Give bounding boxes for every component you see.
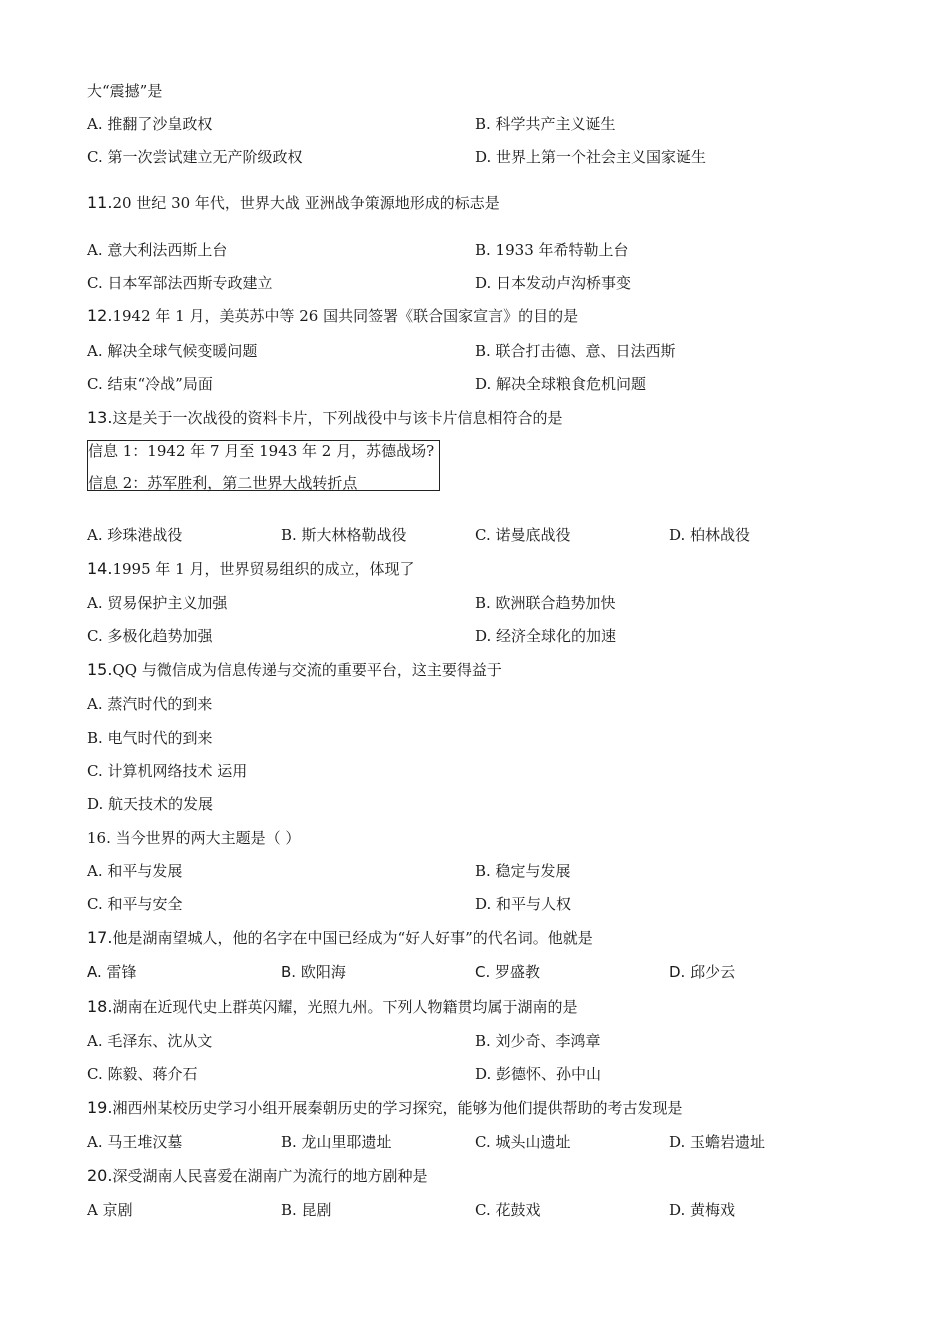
q17-option-b[interactable]: B. 欧阳海: [281, 963, 346, 981]
q11-option-a[interactable]: A. 意大利法西斯上台: [87, 241, 228, 259]
q20-option-a[interactable]: A 京剧: [87, 1201, 133, 1219]
q17-number: 17.: [87, 928, 113, 947]
q19-option-b[interactable]: B. 龙山里耶遗址: [281, 1133, 392, 1151]
q12-option-b[interactable]: B. 联合打击德、意、日法西斯: [475, 342, 676, 360]
q19-text: 湘西州某校历史学习小组开展秦朝历史的学习探究，能够为他们提供帮助的考古发现是: [112, 1099, 683, 1117]
q20-option-c[interactable]: C. 花鼓戏: [475, 1201, 541, 1219]
q13-text: 这是关于一次战役的资料卡片，下列战役中与该卡片信息相符合的是: [112, 409, 563, 427]
q17-option-d[interactable]: D. 邱少云: [669, 963, 736, 981]
q18-option-c[interactable]: C. 陈毅、蒋介石: [87, 1065, 198, 1083]
q14-text: 1995 年 1 月，世界贸易组织的成立，体现了: [112, 560, 415, 578]
q13-option-a[interactable]: A. 珍珠港战役: [87, 526, 183, 544]
q14-option-b[interactable]: B. 欧洲联合趋势加快: [475, 594, 616, 612]
info-card-line-2: 信息 2：苏军胜利，第二世界大战转折点: [88, 474, 358, 492]
q11-option-c[interactable]: C. 日本军部法西斯专政建立: [87, 274, 273, 292]
q10-option-d[interactable]: D. 世界上第一个社会主义国家诞生: [475, 148, 707, 166]
q15-text: QQ 与微信成为信息传递与交流的重要平台，这主要得益于: [112, 661, 502, 679]
q11-option-d[interactable]: D. 日本发动卢沟桥事变: [475, 274, 632, 292]
q13-option-b[interactable]: B. 斯大林格勒战役: [281, 526, 407, 544]
q16-option-a[interactable]: A. 和平与发展: [87, 862, 183, 880]
q14-option-d[interactable]: D. 经济全球化的加速: [475, 627, 617, 645]
q12-number: 12.: [87, 306, 113, 325]
q20-number: 20.: [87, 1166, 113, 1185]
q10-stem-tail: 大“震撼”是: [87, 82, 163, 100]
q10-option-b[interactable]: B. 科学共产主义诞生: [475, 115, 616, 133]
q17-text: 他是湖南望城人，他的名字在中国已经成为“好人好事”的代名词。他就是: [112, 929, 593, 947]
q15-option-c[interactable]: C. 计算机网络技术 运用: [87, 762, 248, 780]
q16-number: 16.: [87, 829, 111, 847]
q12-text: 1942 年 1 月，美英苏中等 26 国共同签署《联合国家宣言》的目的是: [112, 307, 579, 325]
q20-option-b[interactable]: B. 昆剧: [281, 1201, 332, 1219]
q12-option-c[interactable]: C. 结束“冷战”局面: [87, 375, 213, 393]
q11-option-b[interactable]: B. 1933 年希特勒上台: [475, 241, 629, 259]
q20-stem: [87, 1166, 427, 1186]
q14-number: 14.: [87, 559, 113, 578]
q16-stem: [87, 828, 300, 848]
info-card: [87, 440, 440, 491]
q19-option-a[interactable]: A. 马王堆汉墓: [87, 1133, 183, 1151]
q20-option-d[interactable]: D. 黄梅戏: [669, 1201, 736, 1219]
q16-text: 当今世界的两大主题是（ ）: [110, 829, 301, 847]
q10-option-a[interactable]: A. 推翻了沙皇政权: [87, 115, 213, 133]
q14-option-c[interactable]: C. 多极化趋势加强: [87, 627, 213, 645]
q10-option-c[interactable]: C. 第一次尝试建立无产阶级政权: [87, 148, 303, 166]
q19-number: 19.: [87, 1098, 113, 1117]
q18-option-b[interactable]: B. 刘少奇、李鸿章: [475, 1032, 601, 1050]
q11-stem: [87, 193, 500, 213]
q16-option-b[interactable]: B. 稳定与发展: [475, 862, 571, 880]
q12-option-d[interactable]: D. 解决全球粮食危机问题: [475, 375, 647, 393]
q18-text: 湖南在近现代史上群英闪耀，光照九州。下列人物籍贯均属于湖南的是: [112, 998, 578, 1016]
q17-option-c[interactable]: C. 罗盛教: [475, 963, 541, 981]
q13-option-c[interactable]: C. 诺曼底战役: [475, 526, 571, 544]
q11-text: 20 世纪 30 年代，世界大战 亚洲战争策源地形成的标志是: [112, 194, 500, 212]
q15-option-b[interactable]: B. 电气时代的到来: [87, 729, 213, 747]
q15-option-a[interactable]: A. 蒸汽时代的到来: [87, 695, 213, 713]
q19-option-c[interactable]: C. 城头山遗址: [475, 1133, 571, 1151]
q18-number: 18.: [87, 997, 113, 1016]
q12-option-a[interactable]: A. 解决全球气候变暖问题: [87, 342, 258, 360]
q14-stem: [87, 559, 414, 579]
q15-option-d[interactable]: D. 航天技术的发展: [87, 795, 214, 813]
q13-option-d[interactable]: D. 柏林战役: [669, 526, 751, 544]
q18-option-d[interactable]: D. 彭德怀、孙中山: [475, 1065, 602, 1083]
q18-stem: [87, 997, 577, 1017]
q19-stem: [87, 1098, 682, 1118]
q19-option-d[interactable]: D. 玉蟾岩遗址: [669, 1133, 766, 1151]
q15-stem: [87, 660, 502, 680]
q20-text: 深受湖南人民喜爱在湖南广为流行的地方剧种是: [112, 1167, 428, 1185]
q13-stem: [87, 408, 562, 428]
q17-option-a[interactable]: A. 雷锋: [87, 963, 137, 981]
q16-option-d[interactable]: D. 和平与人权: [475, 895, 572, 913]
q13-number: 13.: [87, 408, 113, 427]
q18-option-a[interactable]: A. 毛泽东、沈从文: [87, 1032, 213, 1050]
q16-option-c[interactable]: C. 和平与安全: [87, 895, 183, 913]
q14-option-a[interactable]: A. 贸易保护主义加强: [87, 594, 228, 612]
info-card-line-1: 信息 1：1942 年 7 月至 1943 年 2 月，苏德战场?: [88, 442, 435, 460]
q11-number: 11.: [87, 193, 113, 212]
q12-stem: [87, 306, 578, 326]
q17-stem: [87, 928, 593, 948]
q15-number: 15.: [87, 660, 113, 679]
